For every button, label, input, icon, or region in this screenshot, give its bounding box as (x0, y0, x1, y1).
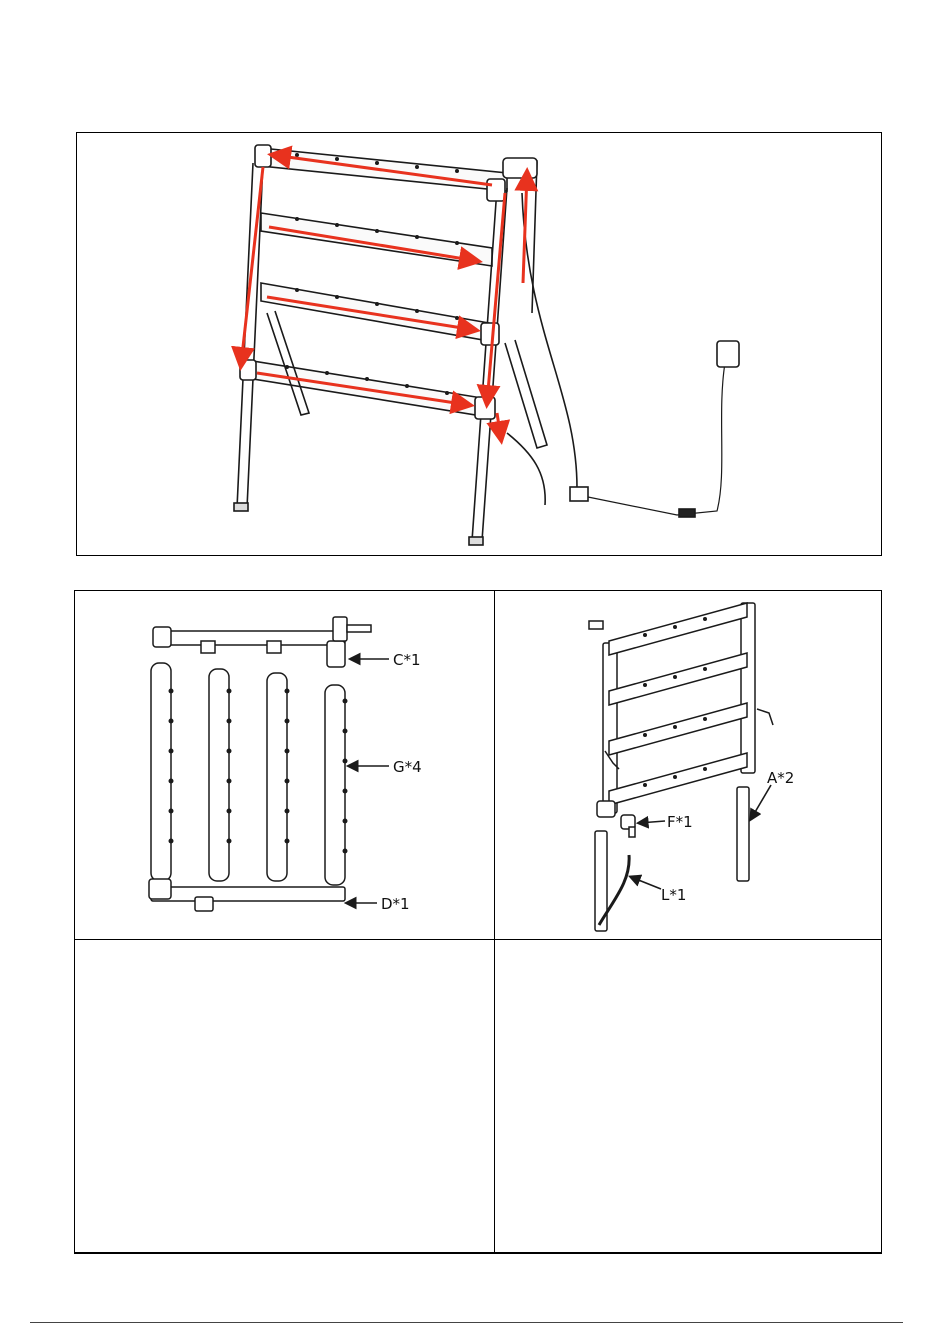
page-bottom-rule (30, 1322, 903, 1323)
part-g-tube-4 (325, 685, 345, 885)
flow-arrow-row4 (257, 373, 469, 405)
joint-tr1 (487, 179, 505, 201)
frame-side-elbow (757, 709, 773, 725)
frame-row-3 (609, 703, 747, 755)
assembled-rack-panel (76, 132, 882, 556)
label-a: A*2 (767, 769, 795, 787)
part-c-body (333, 617, 347, 641)
label-l: L*1 (661, 886, 687, 904)
frame-top-stub (589, 621, 603, 629)
part-g-tube-2 (209, 669, 229, 881)
part-g-tube-3 (267, 673, 287, 881)
top-elbow (503, 158, 537, 178)
frame-bottom-joint (597, 801, 615, 817)
assembled-rack-diagram (77, 133, 883, 557)
manifold-tee-1 (201, 641, 215, 653)
flow-arrow-up (523, 173, 527, 283)
power-cord (588, 353, 727, 515)
tube-holes (169, 689, 348, 854)
joint-tl (255, 145, 271, 167)
left-back-leg (267, 311, 309, 415)
step-cell-fal (495, 591, 881, 940)
pointer-a (751, 785, 771, 819)
pointer-f (639, 821, 665, 823)
flow-arrow-drain (497, 413, 501, 439)
part-d-outlet (195, 897, 213, 911)
frame-row-2 (609, 653, 747, 705)
label-c: C*1 (393, 651, 421, 669)
label-g: G*4 (393, 758, 422, 776)
manifold-tee-2 (267, 641, 281, 653)
manifold-end-right (327, 641, 345, 667)
label-d: D*1 (381, 895, 410, 913)
frame-row-4 (609, 753, 747, 805)
frame-left-upright (603, 643, 617, 813)
pump-hose (522, 193, 577, 488)
tube-row-3 (261, 283, 489, 341)
part-g-tube-1 (151, 663, 171, 881)
joint-tr3 (481, 323, 499, 345)
part-d-end (149, 879, 171, 899)
joint-tr4 (475, 397, 495, 419)
top-manifold (155, 631, 345, 645)
drain-hose (507, 433, 545, 505)
part-f-nozzle (629, 827, 635, 837)
part-c-stub (347, 625, 371, 632)
part-d-manifold (151, 887, 345, 901)
parts-grid (74, 590, 882, 1254)
inline-switch (679, 509, 695, 517)
part-a-leg-2 (737, 787, 749, 881)
power-adapter (717, 341, 739, 367)
riser-pipe (509, 161, 537, 313)
step-cell-cgd (75, 591, 495, 940)
planting-holes (285, 153, 459, 395)
frame-row-1 (609, 603, 747, 655)
right-foot (469, 537, 483, 545)
frame-right-upright (741, 603, 755, 773)
pointer-l (631, 877, 661, 889)
label-f: F*1 (667, 813, 693, 831)
parts-cgd-diagram (75, 591, 495, 940)
empty-cell-bottom-right (495, 940, 881, 1253)
manifold-end-left (153, 627, 171, 647)
pump (570, 487, 588, 501)
empty-cell-bottom-left (75, 940, 495, 1253)
right-back-leg (505, 340, 547, 448)
parts-fal-diagram (495, 591, 881, 940)
left-foot (234, 503, 248, 511)
